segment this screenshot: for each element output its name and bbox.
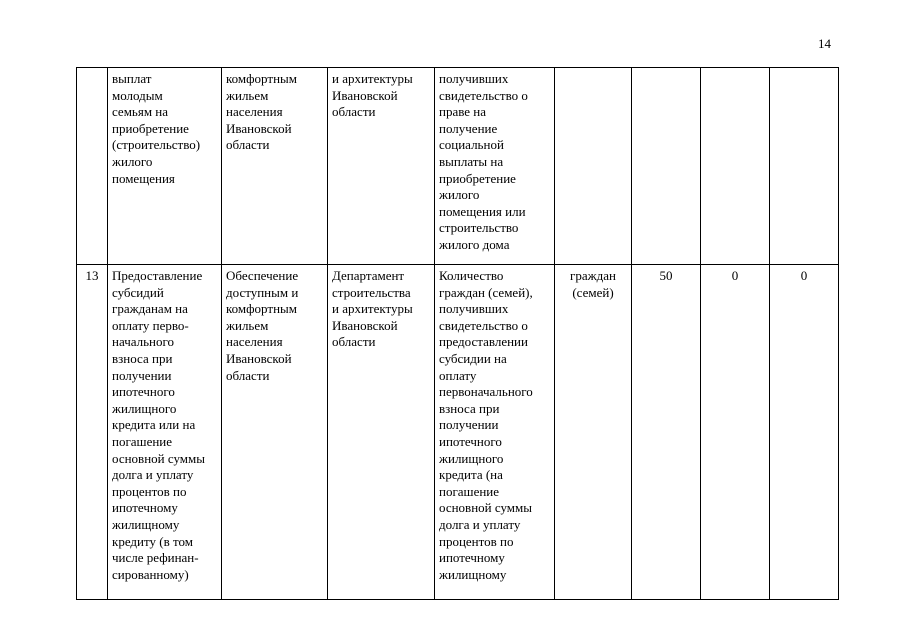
cell-text-line: помещения [112, 170, 175, 186]
cell-text-line: семьям на [112, 104, 169, 120]
cell-text-line: области [332, 334, 376, 350]
cell-text-line: ипотечного [112, 384, 175, 400]
cell-text-line: области [332, 104, 376, 120]
cell-text-line: Ивановской [332, 317, 398, 333]
cell-text-line: Обеспечение [226, 268, 299, 283]
cell-text-line: начального [112, 334, 175, 350]
cell-value-1: 50 [632, 265, 701, 600]
page-number: 14 [818, 36, 831, 51]
cell-text-line: приобретение [112, 120, 189, 136]
cell-text-line: Ивановской [332, 87, 398, 103]
cell-text-line: области [226, 367, 270, 383]
cell-text-line: взноса при [112, 350, 173, 366]
cell-text-line: жилищному [112, 516, 180, 532]
cell-value-2: 0 [701, 265, 770, 600]
cell-text-line: жилищному [439, 566, 507, 582]
cell-text-line: процентов по [112, 483, 187, 499]
cell-text-line: сированному) [112, 566, 189, 582]
cell-text-line: погашение [439, 483, 500, 499]
cell-text-line: комфортным [226, 301, 297, 317]
cell-value-3 [770, 68, 839, 265]
cell-text-line: ипотечному [112, 500, 178, 516]
cell-event-name [108, 265, 222, 600]
cell-text-line: долга и уплату [112, 467, 194, 483]
cell-text-line: жилого [439, 187, 480, 203]
cell-text-line: предоставлении [439, 334, 528, 350]
cell-text-line: первоначального [439, 384, 533, 400]
cell-text-line: граждан [570, 268, 616, 283]
cell-text-line: граждан (семей), [439, 284, 533, 300]
cell-number: 13 [77, 265, 108, 600]
cell-value-3: 0 [770, 265, 839, 600]
cell-text-line: жилого дома [439, 236, 510, 252]
cell-text-line: оплату [439, 367, 477, 383]
cell-number [77, 68, 108, 265]
program-table [76, 67, 839, 600]
cell-text-line: жилищного [112, 400, 177, 416]
cell-text-line: субсидий [112, 284, 164, 300]
cell-text-line: праве на [439, 104, 487, 120]
cell-text-line: приобретение [439, 170, 516, 186]
cell-text-line: кредиту (в том [112, 533, 193, 549]
cell-value-2 [701, 68, 770, 265]
cell-text-line: процентов по [439, 533, 514, 549]
cell-text-line: получивших [439, 71, 509, 86]
cell-text-line: помещения или [439, 203, 526, 219]
cell-unit [555, 68, 632, 265]
cell-text-line: выплаты на [439, 153, 504, 169]
cell-text-line: жилого [112, 153, 153, 169]
cell-text-line: основной суммы [439, 500, 532, 516]
cell-text-line: числе рефинан- [112, 550, 199, 566]
table-row [77, 68, 839, 265]
cell-text-line: кредита (на [439, 467, 503, 483]
cell-text-line: области [226, 137, 270, 153]
cell-text-line: гражданам на [112, 301, 188, 317]
cell-text-line: населения [226, 104, 283, 120]
cell-executor [328, 68, 435, 265]
cell-text-line: получении [439, 417, 499, 433]
cell-text-line: получение [439, 120, 498, 136]
cell-text-line: населения [226, 334, 283, 350]
cell-text-line: Ивановской [226, 120, 292, 136]
cell-text-line: взноса при [439, 400, 500, 416]
cell-text-line: получении [112, 367, 172, 383]
cell-text-line: и архитектуры [332, 71, 413, 86]
cell-text-line: строительства [332, 284, 411, 300]
cell-indicator [435, 68, 555, 265]
cell-text-line: жильем [226, 87, 269, 103]
cell-text-line: Департамент [332, 268, 405, 283]
cell-event-name [108, 68, 222, 265]
cell-text-line: субсидии на [439, 350, 507, 366]
cell-indicator [435, 265, 555, 600]
table-row [77, 265, 839, 600]
cell-executor [328, 265, 435, 600]
cell-text-line: доступным и [226, 284, 299, 300]
cell-text-line: Ивановской [226, 350, 292, 366]
cell-text-line: оплату перво- [112, 317, 189, 333]
cell-text-line: основной суммы [112, 450, 205, 466]
cell-goal [222, 68, 328, 265]
cell-text-line: (строительство) [112, 137, 201, 153]
cell-text-line: выплат [112, 71, 152, 86]
cell-text-line: свидетельство о [439, 317, 528, 333]
cell-text-line: погашение [112, 433, 173, 449]
cell-text-line: (семей) [572, 284, 614, 300]
cell-text-line: комфортным [226, 71, 297, 86]
cell-text-line: Количество [439, 268, 504, 283]
cell-text-line: жилищного [439, 450, 504, 466]
cell-text-line: социальной [439, 137, 504, 153]
cell-text-line: свидетельство о [439, 87, 528, 103]
cell-unit [555, 265, 632, 600]
cell-text-line: кредита или на [112, 417, 196, 433]
cell-text-line: молодым [112, 87, 163, 103]
cell-text-line: ипотечному [439, 550, 505, 566]
cell-text-line: получивших [439, 301, 509, 317]
cell-goal [222, 265, 328, 600]
cell-text-line: жильем [226, 317, 269, 333]
cell-text-line: ипотечного [439, 433, 502, 449]
cell-text-line: строительство [439, 220, 519, 236]
cell-text-line: и архитектуры [332, 301, 413, 317]
cell-text-line: Предоставление [112, 268, 203, 283]
cell-text-line: долга и уплату [439, 516, 521, 532]
cell-value-1 [632, 68, 701, 265]
